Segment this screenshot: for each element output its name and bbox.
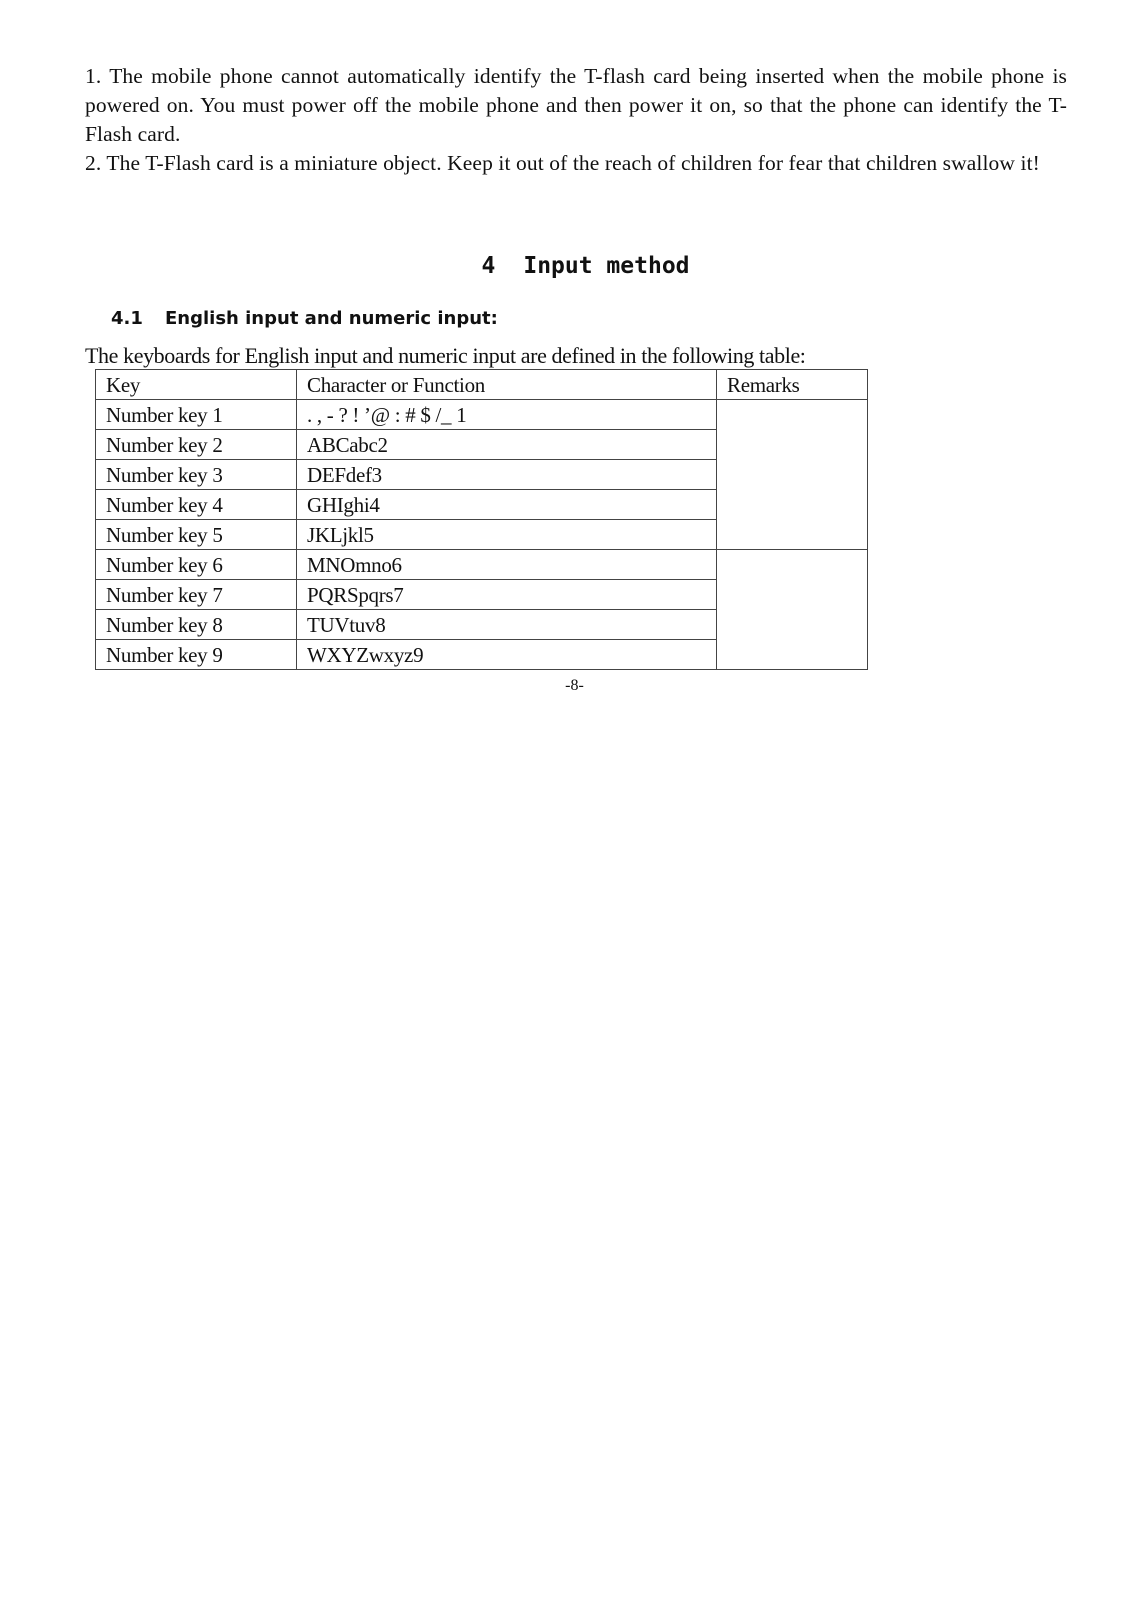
key-cell: Number key 5 xyxy=(96,520,297,550)
key-cell: Number key 1 xyxy=(96,400,297,430)
character-cell: DEFdef3 xyxy=(297,460,717,490)
keyboard-table xyxy=(95,369,868,670)
character-cell: MNOmno6 xyxy=(297,550,717,580)
character-cell: TUVtuv8 xyxy=(297,610,717,640)
chapter-heading xyxy=(0,252,1131,280)
column-header: Remarks xyxy=(717,370,868,400)
key-cell: Number key 4 xyxy=(96,490,297,520)
key-cell: Number key 3 xyxy=(96,460,297,490)
column-header: Key xyxy=(96,370,297,400)
character-cell: GHIghi4 xyxy=(297,490,717,520)
key-cell: Number key 7 xyxy=(96,580,297,610)
column-header: Character or Function xyxy=(297,370,717,400)
character-cell: WXYZwxyz9 xyxy=(297,640,717,670)
note-paragraph: 1. The mobile phone cannot automatically identify the T-flash card being inserted when the mobile phone is powered on. You must power off the mobile phone and then power it on, so that the phone can identify the T-Flash card. xyxy=(85,64,1067,146)
key-cell: Number key 2 xyxy=(96,430,297,460)
table-header-row xyxy=(96,370,868,400)
page-number: -8- xyxy=(565,677,584,694)
notes-block xyxy=(85,62,1067,178)
key-cell: Number key 6 xyxy=(96,550,297,580)
chapter-title: Input method xyxy=(523,253,690,279)
table-intro: The keyboards for English input and numeric input are defined in the following table: xyxy=(85,343,806,368)
character-cell: PQRSpqrs7 xyxy=(297,580,717,610)
key-cell: Number key 9 xyxy=(96,640,297,670)
section-number: 4.1 xyxy=(111,308,143,329)
table-row xyxy=(96,400,868,430)
chapter-number: 4 xyxy=(481,253,496,279)
character-cell: JKLjkl5 xyxy=(297,520,717,550)
character-cell: . , - ? ! ’@ : # $ /_ 1 xyxy=(297,400,717,430)
section-heading xyxy=(111,307,498,331)
table-row xyxy=(96,550,868,580)
section-title: English input and numeric input: xyxy=(165,308,498,329)
character-cell: ABCabc2 xyxy=(297,430,717,460)
remarks-cell xyxy=(717,400,868,550)
key-cell: Number key 8 xyxy=(96,610,297,640)
note-paragraph: 2. The T-Flash card is a miniature object. Keep it out of the reach of children for fear that children swallow it! xyxy=(85,151,1040,175)
remarks-cell xyxy=(717,550,868,670)
